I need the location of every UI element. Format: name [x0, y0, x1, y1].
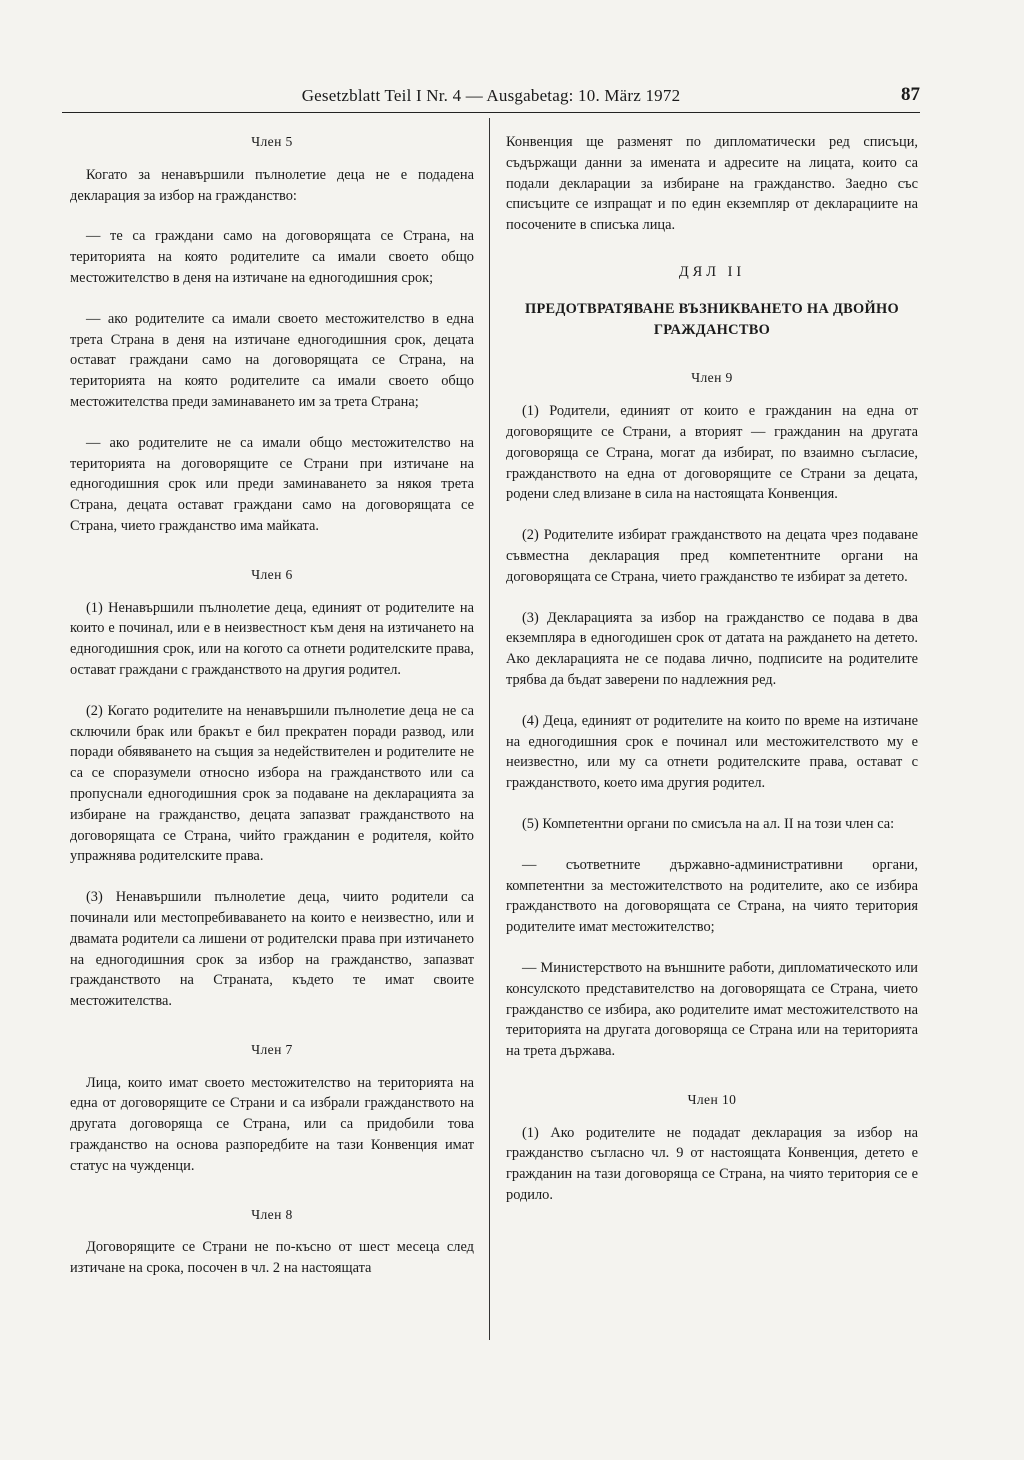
article-6-heading: Член 6 [251, 566, 293, 582]
article-5-paragraph: Когато за ненавършили пълнолетие деца не е подадена декларация за избор на гражданство: [70, 166, 474, 204]
article-10-heading: Член 10 [687, 1091, 737, 1107]
left-column [70, 132, 474, 1299]
article-8-heading: Член 8 [251, 1206, 293, 1222]
article-8-paragraph: Договорящите се Страни не по-късно от шест месеца след изтичане на срока, посочен в чл. 2 на настоящата [70, 1239, 474, 1277]
article-9-paragraph: (4) Деца, единият от родителите на които по време на изтичане на едногодишния срок е починал или местожителството му е неизвестно, или му са отнети родителските права, остават с гражданството, което има другия родител. [506, 712, 918, 792]
article-9-paragraph: — Министерството на външните работи, дипломатическото или консулското представителство на договорящата се Страна, чието гражданство се избира, ако родителите имат местожителството на територията на другата договоряща се Страна или на територията на трета държава. [506, 959, 918, 1060]
article-9-paragraph: (2) Родителите избират гражданството на децата чрез подаване съвместна декларация пред компетентните органи на договорящата се Страна, чието гражданство те избират за детето. [506, 527, 918, 585]
right-column [506, 132, 918, 1226]
article-7-heading: Член 7 [251, 1041, 293, 1057]
article-8-continuation: Конвенция ще разменят по дипломатически ред списъци, съдържащи данни за имената и адресите на лицата, които са подали декларации за избиране на гражданство. Заедно със списъците се изпращат и по един екземпляр от декларациите на посочените в списъка лица. [506, 134, 918, 234]
article-10-paragraph: (1) Ако родителите не подадат декларация за избор на гражданство съгласно чл. 9 от настоящата Конвенция, детето е гражданин на тази договоряща се Страна, на чиято територия се е родило. [506, 1124, 918, 1204]
column-divider [489, 118, 490, 1340]
article-9-paragraph: (3) Декларацията за избор на гражданство се подава в два екземпляра в едногодишен срок от датата на раждането на детето. Ако декларацията не се подава лично, подписите на родителите трябва да бъдат заверени по надлежния ред. [506, 609, 918, 688]
article-6-paragraph: (1) Ненавършили пълнолетие деца, единият от родителите на които е починал, или е в неизвестност към деня на изтичането на едногодишния срок, или на когото са отнети родителските права, остават граждани с гражданството на другия родител. [70, 599, 474, 678]
article-9-paragraph: (1) Родители, единият от които е гражданин на една от договорящите се Страни, а вторият — гражданин на другата договоряща се Страна, могат да избират, по взаимно съгласие, гражданството на една от договорящите се Страни за децата, родени след влизане в сила на настоящата Конвенция. [506, 403, 918, 503]
part-label: ДЯЛ II [678, 263, 746, 280]
article-7-paragraph: Лица, които имат своето местожителство на територията на една от договорящите се Страни и са избрали гражданството на другата договоряща се Страна, или са придобили това гражданство на основа разпоредбите на тази Конвенция имат статус на чужденци. [70, 1074, 474, 1174]
article-9-heading: Член 9 [691, 370, 733, 386]
header-title: Gesetzblatt Teil I Nr. 4 — Ausgabetag: 10. März 1972 [301, 86, 681, 105]
article-6-paragraph: (2) Когато родителите на ненавършили пълнолетие деца не са сключили брак или бракът е бил прекратен поради развод, или поради обявяването на същия за недействителен и родителите не са се споразумели относно избора на гражданството или са пропуснали едногодишния срок за подаване на декларацията за избиране на гражданство, децата запазват гражданството на договорящата се Страна, чийто гражданин е родителя, който упражнява родителските права. [70, 702, 474, 865]
page-header [62, 78, 920, 113]
article-5-paragraph: — те са граждани само на договорящата се Страна, на територията на която родителите са имали своето общо местожителство в деня на изтичане на едногодишния срок; [70, 228, 474, 286]
article-9-paragraph: (5) Компетентни органи по смисъла на ал. II на този член са: [522, 815, 895, 832]
page-number: 87 [901, 84, 920, 105]
article-9-paragraph: — съответните държавно-административни органи, компетентни за местожителството на родителите, ако се избира гражданството на договорящата се Страна, на чиято територия родителите имат местожителство; [506, 856, 918, 936]
article-6-paragraph: (3) Ненавършили пълнолетие деца, чиито родители са починали или местопребиваването на които е неизвестно, или и двамата родители са лишени от родителски права при изтичането на едногодишния срок за избор на гражданство, запазват гражданството на Страната, където те имат своите местожителства. [70, 889, 474, 1010]
article-5-heading: Член 5 [251, 134, 293, 149]
part-title: ПРЕДОТВРАТЯВАНЕ ВЪЗНИКВАНЕТО НА ДВОЙНО ГРАЖДАНСТВО [524, 300, 900, 338]
article-5-paragraph: — ако родителите са имали своето местожителство в една трета Страна в деня на изтичане едногодишния срок, децата остават граждани само на договорящата се Страна, на територията на която родителите са имали своето общо местожителства преди заминаването им за трета Страна; [70, 310, 474, 410]
article-5-paragraph: — ако родителите не са имали общо местожителство на територията на договорящите се Страни при изтичане на едногодишния срок или преди заминаването за някоя трета Страна, децата остават граждани само на договорящата се Страна, чието гражданство има майката. [70, 434, 474, 534]
